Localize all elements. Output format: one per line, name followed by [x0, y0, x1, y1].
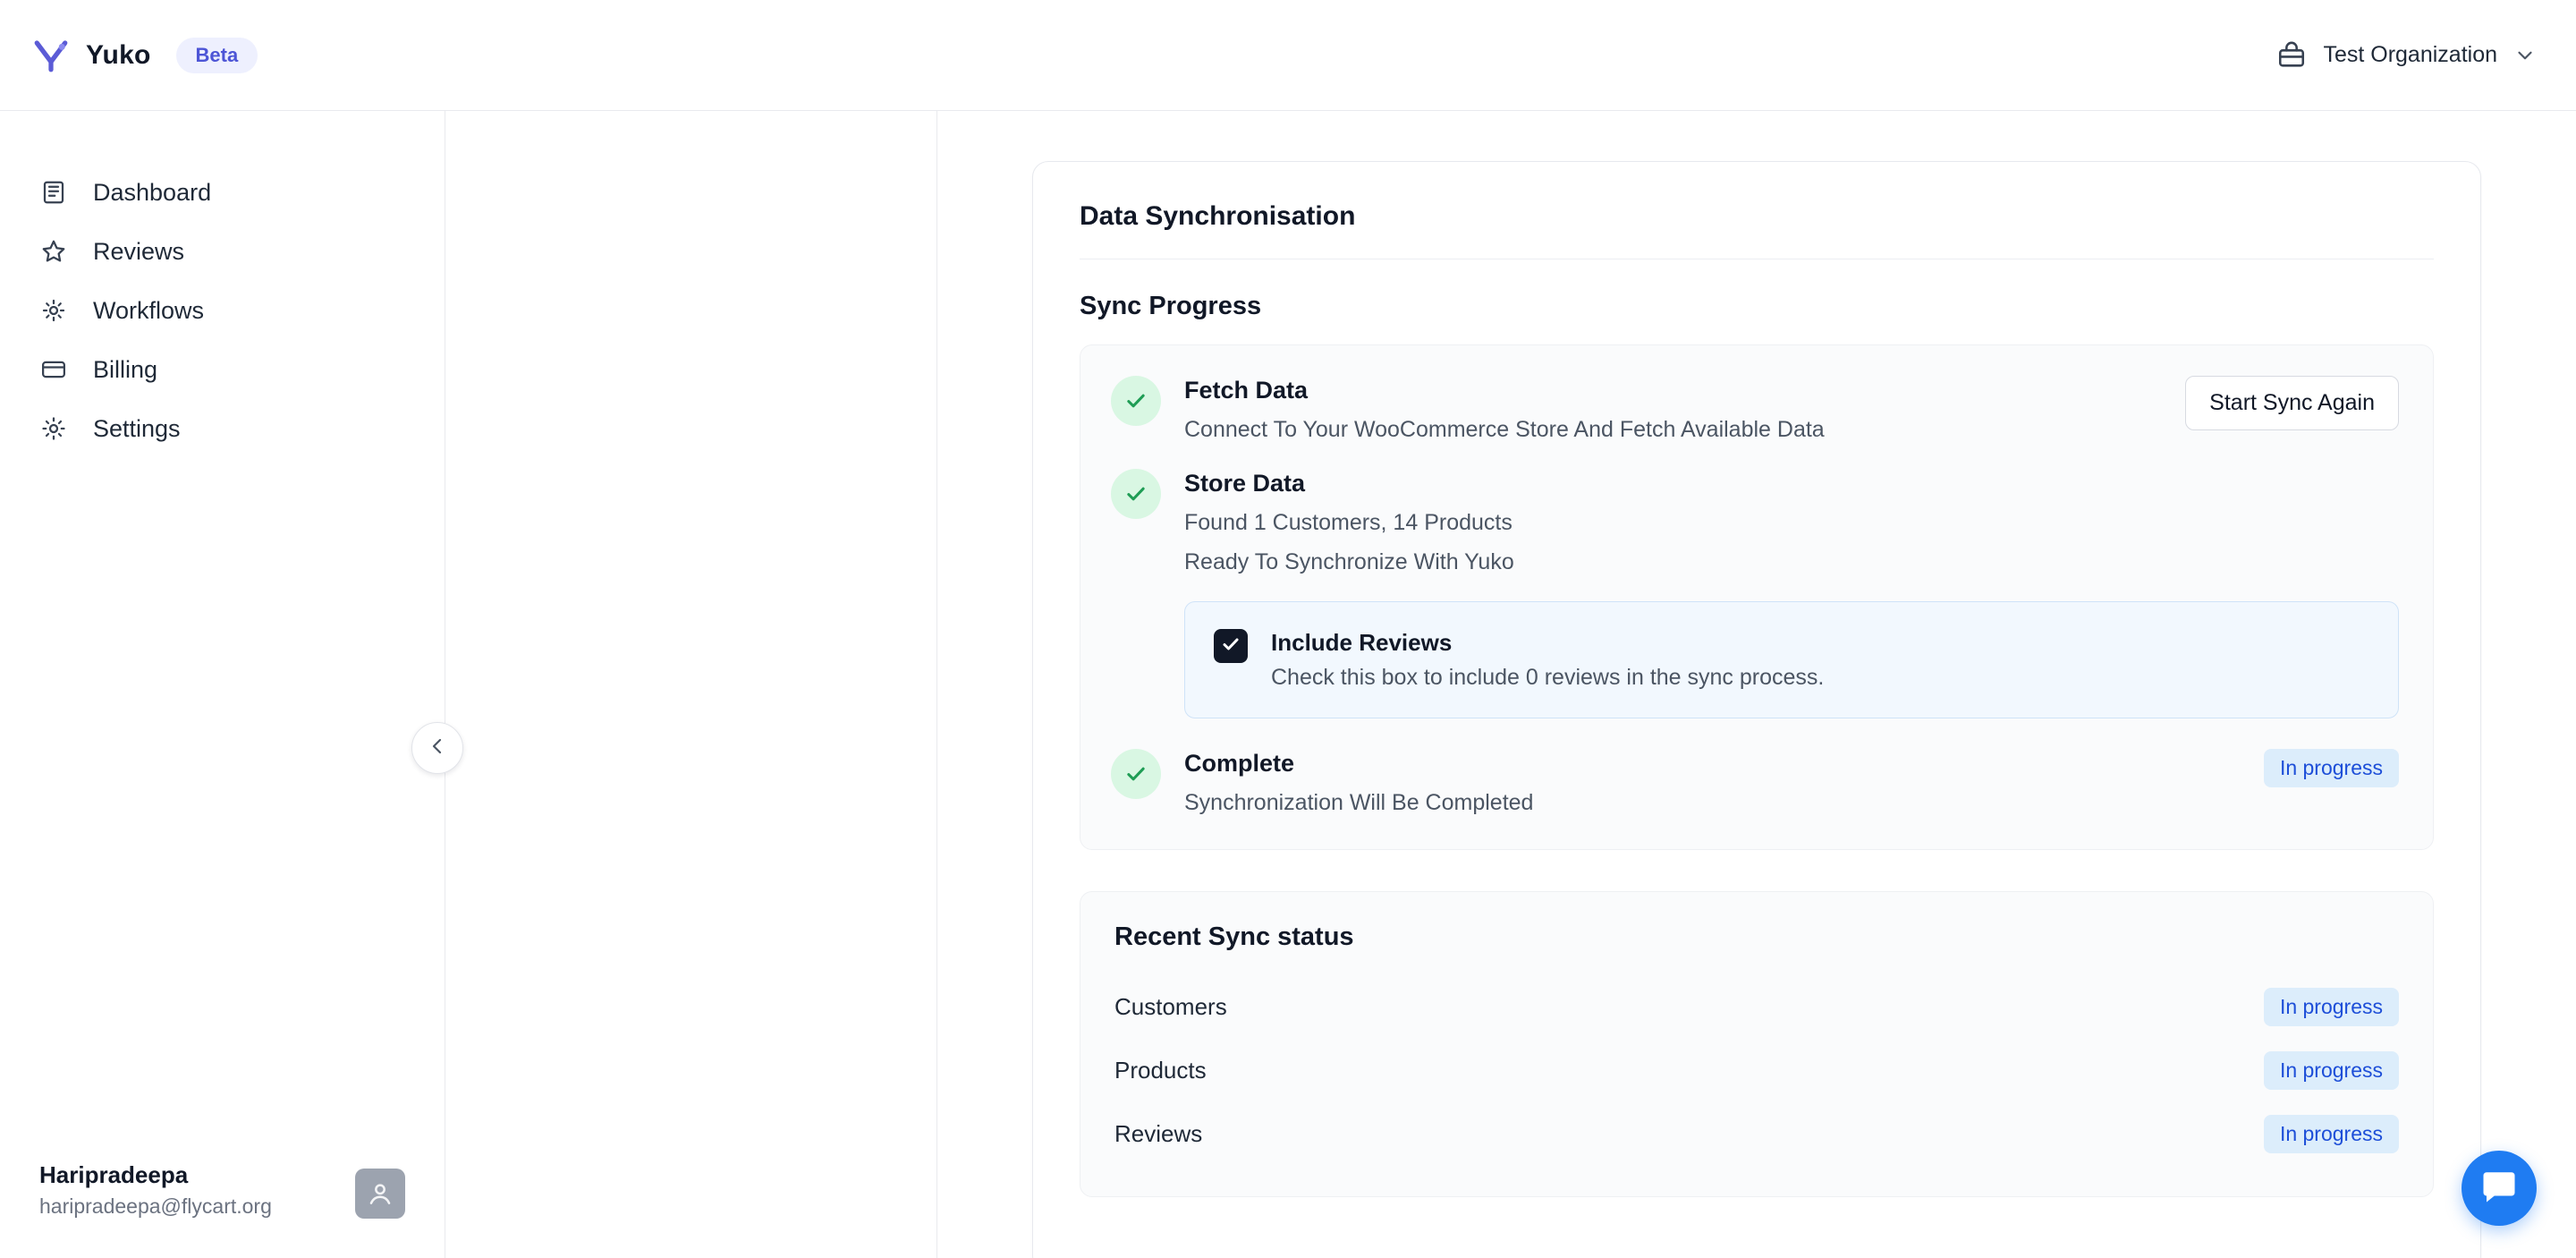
include-reviews-title: Include Reviews: [1271, 629, 1453, 657]
check-icon: [1111, 469, 1161, 519]
step-body: [1184, 469, 2399, 718]
chat-bubble-icon: [2480, 1168, 2518, 1210]
check-icon: [1111, 376, 1161, 426]
recent-row-label: Products: [1114, 1057, 1207, 1084]
check-icon: [1111, 749, 1161, 799]
page-title: Data Synchronisation: [1080, 201, 2434, 259]
start-sync-again-button[interactable]: Start Sync Again: [2185, 376, 2399, 430]
organization-icon: [2276, 40, 2307, 71]
user-text: [39, 1161, 272, 1219]
step-body: [1184, 376, 2399, 446]
brand-name: Yuko: [86, 39, 151, 70]
step-description: Connect To Your WooCommerce Store And Fetch Available Data: [1184, 416, 1825, 442]
sidebar-item-workflows[interactable]: [0, 281, 445, 340]
recent-row-label: Reviews: [1114, 1120, 1203, 1148]
main-content: [937, 111, 2576, 1258]
yuko-logo-icon: [32, 37, 70, 74]
step-description: Synchronization Will Be Completed: [1184, 790, 1534, 815]
step-head: [1184, 749, 2399, 819]
sidebar-item-dashboard[interactable]: [0, 163, 445, 222]
include-reviews-text: [1271, 629, 1824, 691]
sidebar-nav: [0, 111, 445, 458]
step-text: [1184, 376, 1825, 446]
beta-badge: Beta: [176, 38, 258, 73]
step-title: Store Data: [1184, 470, 1306, 497]
step-head: [1184, 376, 2399, 446]
sidebar-collapse-button[interactable]: [411, 722, 463, 774]
sidebar: [0, 111, 445, 1258]
checkmark-icon: [1220, 633, 1241, 659]
sidebar-item-reviews[interactable]: [0, 222, 445, 281]
table-row: [1114, 1039, 2399, 1102]
status-badge: In progress: [2264, 988, 2399, 1026]
table-row: [1114, 1102, 2399, 1166]
sidebar-item-billing[interactable]: [0, 340, 445, 399]
step-body: [1184, 749, 2399, 819]
organization-switcher[interactable]: [2276, 40, 2537, 71]
avatar[interactable]: [355, 1169, 405, 1219]
sidebar-item-label: Dashboard: [93, 178, 212, 206]
status-badge: In progress: [2264, 749, 2399, 787]
include-reviews-box[interactable]: [1184, 601, 2399, 718]
step-description: Found 1 Customers, 14 Products: [1184, 509, 1513, 535]
sidebar-item-label: Workflows: [93, 296, 205, 324]
table-row: [1114, 975, 2399, 1039]
chevron-down-icon: [2513, 44, 2537, 67]
organization-name: Test Organization: [2323, 42, 2497, 67]
status-badge: In progress: [2264, 1115, 2399, 1153]
brand[interactable]: [32, 37, 258, 74]
status-badge: In progress: [2264, 1051, 2399, 1090]
body: [0, 111, 2576, 1258]
secondary-rail: [445, 111, 937, 1258]
step-title: Complete: [1184, 750, 1295, 778]
top-bar: [0, 0, 2576, 111]
sync-step-store-data: [1111, 469, 2399, 718]
recent-row-label: Customers: [1114, 993, 1227, 1021]
gear-icon: [39, 414, 68, 443]
sync-step-complete: [1111, 749, 2399, 819]
data-sync-panel: [1032, 161, 2481, 1258]
user-name: Haripradeepa: [39, 1161, 189, 1188]
sync-steps: [1080, 344, 2434, 850]
star-icon: [39, 237, 68, 266]
recent-sync-title: Recent Sync status: [1114, 922, 1354, 952]
credit-card-icon: [39, 355, 68, 384]
step-text: [1184, 749, 1533, 819]
workflow-icon: [39, 296, 68, 325]
include-reviews-description: Check this box to include 0 reviews in the sync process.: [1271, 665, 1825, 691]
sidebar-item-label: Billing: [93, 355, 158, 383]
sync-progress-title: Sync Progress: [1080, 292, 1262, 320]
user-email: haripradeepa@flycart.org: [39, 1194, 272, 1218]
step-title: Fetch Data: [1184, 377, 1309, 404]
dashboard-icon: [39, 178, 68, 207]
chevron-left-icon: [427, 735, 448, 761]
sidebar-item-label: Settings: [93, 414, 181, 442]
sidebar-user[interactable]: [0, 1161, 445, 1258]
recent-sync-status: [1080, 891, 2434, 1197]
chat-bubble-button[interactable]: [2462, 1151, 2537, 1226]
sidebar-item-settings[interactable]: [0, 399, 445, 458]
sidebar-item-label: Reviews: [93, 237, 185, 265]
include-reviews-checkbox[interactable]: [1214, 629, 1248, 663]
step-description-secondary: Ready To Synchronize With Yuko: [1184, 549, 1514, 574]
sync-step-fetch-data: [1111, 376, 2399, 446]
